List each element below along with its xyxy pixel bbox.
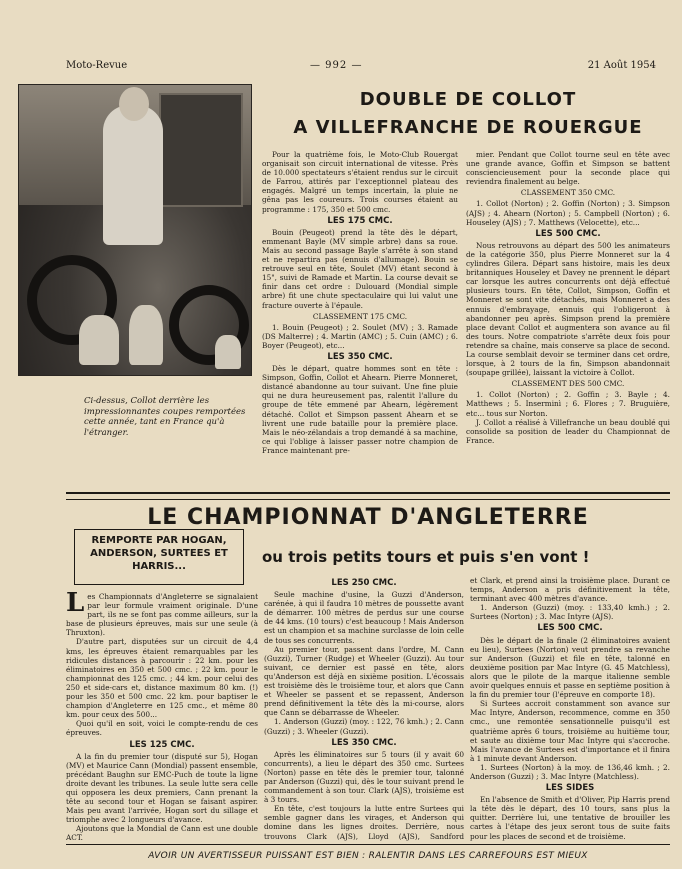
article1-column-1 bbox=[262, 150, 458, 478]
classement-350-title: CLASSEMENT 350 CMC. bbox=[520, 188, 616, 198]
photo-rider-head bbox=[119, 87, 149, 121]
article1-conclusion: J. Collot a réalisé à Villefranche un beau doublé qui consolide sa position de leader du Championnat de France. bbox=[466, 417, 670, 445]
footer-divider bbox=[66, 844, 670, 845]
result-500-uk: 1. Surtees (Norton) à la moy. de 136,46 kmh. ; 2. Anderson (Guzzi) ; 3. Mac Intyre (Matchless). bbox=[470, 762, 670, 781]
section-divider bbox=[66, 492, 670, 500]
article2-paragraph-3: Quoi qu'il en soit, voici le compte-rendu de ces épreuves. bbox=[66, 719, 258, 738]
paragraph-500-uk-b: Si Surtees accroit constamment son avance sur Mac Intyre, Anderson, recommence, comme en 350 cmc., une remontée sensationnelle puisqu'il est quatrième après 6 tours, troisième au huitième tour, et saute au dixième tour Mac Intyre qui s'accroche. Mais l'avance de Surtees est d'importance et il finira à 1 minute devant Anderson. bbox=[470, 699, 670, 763]
classement-175: 1. Bouin (Peugeot) ; 2. Soulet (MV) ; 3. Ramade (DS Malterre) ; 4. Martin (AMC) ; 5. Cuin (AMC) ; 6. Boyer (Peugeot), etc... bbox=[262, 322, 458, 350]
classement-175-title: CLASSEMENT 175 CMC. bbox=[312, 311, 408, 321]
paragraph-250b: Au premier tour, passent dans l'ordre, M. Cann (Guzzi), Turner (Rudge) et Wheeler (Guzzi). Au tour suivant, ce dernier est passé en tête, alors qu'Anderson est déjà en sixième position. L'écossais est troisième dès le troisième tour, et alors que Cann et Wheeler se passent et se repassent, Anderson prend définitivement la tête dès la mi-course, alors que Cann se débarrasse de Wheeler. bbox=[264, 644, 464, 718]
photo-caption: Ci-dessus, Collot derrière les impressionnantes coupes remportées cette année, tant en France qu'à l'étranger. bbox=[84, 396, 246, 438]
paragraph-350-uk: Après les éliminatoires sur 5 tours (il y avait 60 concurrents), a lieu le départ des 350 cmc. Surtees (Norton) passe en tête dès le premier tour, talonné par Anderson (Guzzi) qui, dès le tour suivant prend le commandement à son tour. Clark (AJS), troisième est à 3 tours. bbox=[264, 749, 464, 805]
photo-door bbox=[159, 93, 243, 207]
paragraph-sides: En l'absence de Smith et d'Oliver, Pip Harris prend la tête dès le départ, des 10 tours, sans plus la quitter. Derrière lui, une tentative de brouiller les cartes à l'étape des jeux seront tous de suite faits pour les places de second et de troisième. bbox=[470, 795, 670, 841]
paragraph-500: Nous retrouvons au départ des 500 les animateurs de la catégorie 350, plus Pierre Monneret sur la 4 cylindres Gilera. Départ sans histoire, mais les deux britanniques Houseley et Davey ne prennent le départ car lorsque les autres concurrents ont déjà effectué plusieurs tours. En tête, Collot, Simpson, Goffin et Monneret se sont vite détachés, mais Monneret a des ennuis d'embrayage, ennuis qui l'obligeront à abandonner peu après. Simpson prend la première place devant Collot et augmentera son avance au fil des tours. Notre compatriote s'arrête deux fois pour retendre sa chaîne, mais conserve sa place de second. La course semblait devoir se terminer dans cet ordre, lorsque, à 2 tours de la fin, Simpson abandonnait (soupape grillée), laissant la victoire à Collot. bbox=[466, 240, 670, 378]
article2-column-1 bbox=[66, 592, 258, 842]
classement-350: 1. Collot (Norton) ; 2. Goffin (Norton) ; 3. Simpson (AJS) ; 4. Ahearn (Norton) ; 5. Campbell (Norton) ; 6. Houseley (AJS) ; 7. Matthews (Velocette), etc... bbox=[466, 199, 670, 227]
heading-250: LES 250 CMC. bbox=[331, 578, 397, 588]
heading-350-uk: LES 350 CMC. bbox=[331, 737, 397, 748]
article2-title: LE CHAMPIONNAT D'ANGLETERRE bbox=[147, 505, 589, 530]
heading-sides: LES SIDES bbox=[545, 783, 595, 794]
paragraph-125b: Ajoutons que la Mondial de Cann est une double ACT. bbox=[66, 824, 258, 842]
result-250: 1. Anderson (Guzzi) (moy. : 122, 76 kmh.) ; 2. Cann (Guzzi) ; 3. Wheeler (Guzzi). bbox=[264, 717, 464, 736]
photo-trophy bbox=[129, 305, 163, 365]
article2-column-2 bbox=[264, 576, 464, 842]
article2-column-3 bbox=[470, 576, 670, 842]
header-date: 21 Août 1954 bbox=[587, 60, 656, 71]
paragraph-350-cont: mier. Pendant que Collot tourne seul en tête avec une grande avance, Goffin et Simpson se battent consciencieusement pour la seconde place qui reviendra finalement au belge. bbox=[466, 150, 670, 187]
collot-trophies-photo bbox=[18, 84, 252, 376]
article2-subtitle: ou trois petits tours et puis s'en vont ! bbox=[262, 548, 590, 566]
result-sides bbox=[470, 841, 670, 842]
photo-rider bbox=[103, 105, 163, 245]
result-350-uk: 1. Anderson (Guzzi) (moy. : 133,40 kmh.) ; 2. Surtees (Norton) ; 3. Mac Intyre (AJS). bbox=[470, 603, 670, 622]
paragraph-350-uk-b: En tête, c'est toujours la lutte entre Surtees qui semble gagner dans les virages, et Anderson qui domine dans les lignes droites. Derrière, nous trouvons Clark (AJS), Lloyd (AJS), Sandford bbox=[264, 804, 464, 841]
article1-intro: Pour la quatrième fois, le Moto-Club Rouergat organisait son circuit international de vitesse. Près de 10.000 spectateurs s'étaient rendus sur le circuit de Farrou, attirés par l'exceptionnel plateau des engagés. Malgré un temps incertain, la pluie ne gêna pas les coureurs. Trois courses étaient au programme : 175, 350 et 500 cmc. bbox=[262, 150, 458, 214]
heading-500-uk: LES 500 CMC. bbox=[537, 623, 603, 634]
header-page-number: — 992 — bbox=[310, 60, 363, 71]
header-publication: Moto-Revue bbox=[66, 60, 128, 71]
article1-title-line2: A VILLEFRANCHE DE ROUERGUE bbox=[293, 117, 643, 138]
paragraph-350: Dès le départ, quatre hommes sont en tête : Simpson, Goffin, Collot et Ahearn. Pierre Monneret, distancé abandonne au tour suivant. Une fine pluie qui ne dura heureusement pas, ralentit l'allure du groupe de tête emmené par Ahearn, légèrement détaché. Collot et Simpson passent Ahearn et se livrent une rude bataille pour la première place. Mais le néo-zélandais a trop demandé à sa machine, ce qui l'oblige à laisser passer notre champion de France maintenant pre- bbox=[262, 364, 458, 455]
winners-box: REMPORTE PAR HOGAN, ANDERSON, SURTEES ET HARRIS... bbox=[74, 529, 244, 585]
heading-125: LES 125 CMC. bbox=[129, 739, 195, 750]
article2-intro-text: es Championnats d'Angleterre se signalaient par leur formule vraiment originale. D'une part, ils ne se font pas comme ailleurs, sur la base de plusieurs épreuves, mais sur une seule (à Thruxton). bbox=[66, 592, 258, 638]
dropcap: L bbox=[66, 592, 85, 618]
paragraph-175: Bouin (Peugeot) prend la tête dès le départ, emmenant Bayle (MV simple arbre) dans sa roue. Mais au second passage Bayle s'arrête à son stand et ne repartira pas (ennuis d'allumage). Bouin se retrouve seul en tête, Soulet (MV) étant second à 15", suivi de Ramade et Martin. La course devait se finir dans cet ordre : Dulouard (Mondial simple arbre) fit une chute spectaculaire qui lui valut une fracture ouverte à l'épaule. bbox=[262, 227, 458, 310]
heading-175: LES 175 CMC. bbox=[327, 215, 393, 226]
classement-500: 1. Collot (Norton) ; 2. Goffin ; 3. Bayle ; 4. Matthews ; 5. Inserminì ; 6. Flores ; 7. Bruguière, etc... tous sur Norton. bbox=[466, 390, 670, 418]
heading-350: LES 350 CMC. bbox=[327, 351, 393, 362]
paragraph-125: A la fin du premier tour (disputé sur 5), Hogan (MV) et Maurice Cann (Mondial) passent ensemble, précédant Baughn sur EMC-Puch de toute la ligne droite devant les tribunes. La seule lutte sera celle qui opposera les deux premiers, Cann prenant la tête au second tour et Hogan se faisant aspirer. Mais peu avant l'arrivée, Hogan sort du sillage et triomphe avec 2 longueurs d'avance. bbox=[66, 751, 258, 825]
photo-trophy bbox=[79, 315, 119, 365]
article1-title bbox=[268, 86, 668, 142]
article2-intro bbox=[66, 592, 258, 637]
article1-title-line1: DOUBLE DE COLLOT bbox=[359, 89, 577, 110]
paragraph-350-uk-cont: et Clark, et prend ainsi la troisième place. Durant ce temps, Anderson a pris définitivement la tête, terminant avec 400 mètres d'avance. bbox=[470, 576, 670, 604]
photo-trophy bbox=[215, 335, 241, 369]
paragraph-250: Seule machine d'usine, la Guzzi d'Anderson, carénée, à qui il faudra 10 mètres de poussette avant de démarrer. 100 mètres de perdus sur une course de 44 kms. (10 tours) c'est beaucoup ! Mais Anderson est un champion et sa machine surclasse de loin celle de tous ses concurrents. bbox=[264, 590, 464, 645]
footer-slogan: AVOIR UN AVERTISSEUR PUISSANT EST BIEN : RALENTIR DANS LES CARREFOURS EST MIEUX bbox=[148, 851, 588, 861]
heading-500: LES 500 CMC. bbox=[535, 228, 601, 239]
classement-500-title: CLASSEMENT DES 500 CMC. bbox=[511, 379, 625, 389]
article1-column-2 bbox=[466, 150, 670, 478]
article2-paragraph-2: D'autre part, disputées sur un circuit de 4,4 kms, les épreuves étaient remarquables par les ridicules distances à parcourir : 22 km. pour les éliminatoires en 350 et 500 cmc. ; 22 km. pour le championnat des 125 cmc. ; 44 km. pour celui des 250 et side-cars et, distance maximum 80 km. (!) pour les 350 et 500 cmc. 22 km. pour baptiser le champion d'Angleterre en 125 cmc., et même 80 km. pour ceux des 500... bbox=[66, 637, 258, 720]
paragraph-500-uk: Dès le départ de la finale (2 éliminatoires avaient eu lieu), Surtees (Norton) veut prendre sa revanche sur Anderson (Guzzi) et file en tête, talonné en deuxième position par Mac Intyre (G. 45 Matchless), alors que le pilote de la marque italienne semble avoir quelques ennuis et passe en septième position à la fin du premier tour (l'épreuve en comporte 18). bbox=[470, 635, 670, 700]
